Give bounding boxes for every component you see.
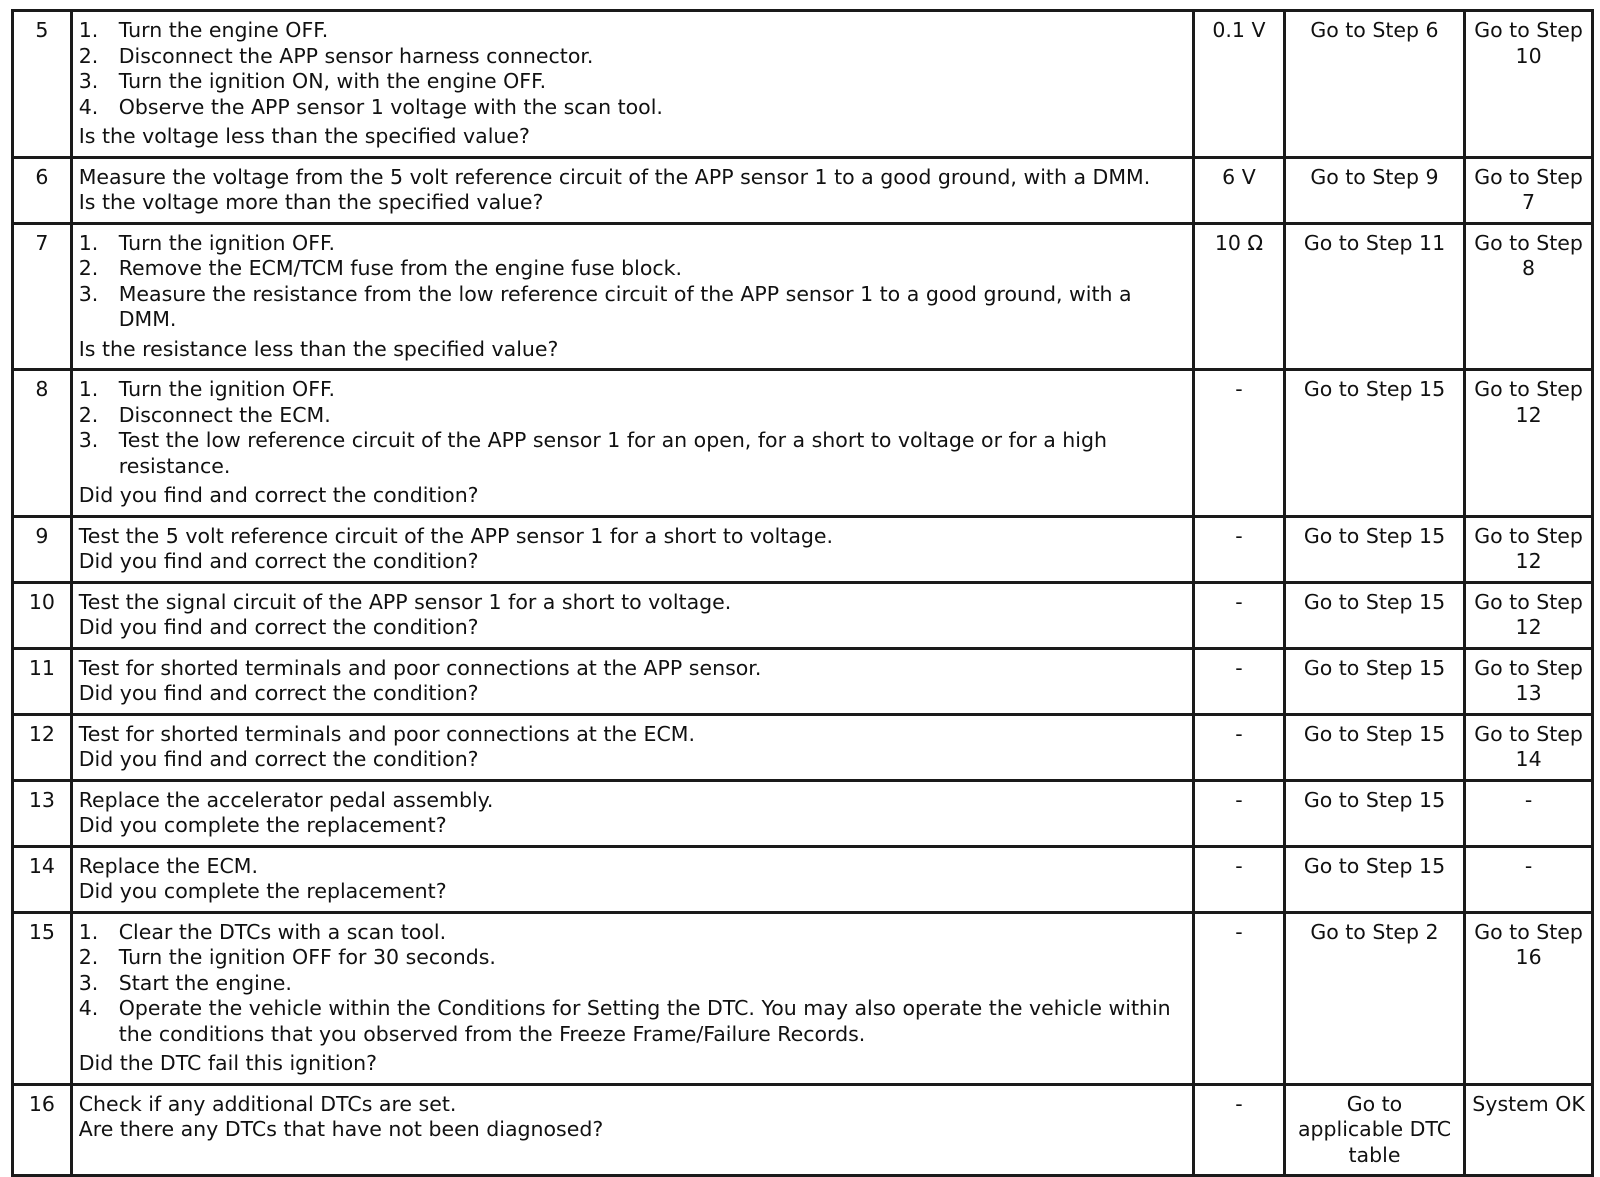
- action-item-number: 3.: [78, 428, 99, 452]
- diagnostic-table-container: [11, 9, 1594, 1177]
- action-list-item: [79, 69, 1186, 95]
- step-number: 12: [13, 714, 72, 780]
- action-list-item: [79, 256, 1186, 282]
- action-item-number: 2.: [78, 402, 99, 427]
- step-value: -: [1194, 912, 1285, 1084]
- action-item-text: Turn the engine OFF.: [118, 18, 329, 42]
- action-list-item: [79, 403, 1186, 429]
- action-item-text: Remove the ECM/TCM fuse from the engine fuse block.: [118, 256, 683, 280]
- step-question: Did you complete the replacement?: [78, 813, 447, 837]
- action-item-number: 2.: [78, 256, 99, 280]
- action-item-number: 3.: [78, 970, 99, 995]
- step-action: [71, 516, 1193, 582]
- step-value: 0.1 V: [1194, 11, 1285, 158]
- step-question: Is the voltage less than the specified value?: [78, 124, 530, 148]
- step-value: -: [1194, 648, 1285, 714]
- step-number: 16: [13, 1084, 72, 1176]
- step-action: [71, 11, 1193, 158]
- action-list-item: [79, 428, 1186, 479]
- step-action: [71, 780, 1193, 846]
- action-item-text: Operate the vehicle within the Conditions for Setting the DTC. You may also operate the vehicle within the conditions that you observed from the Freeze Frame/Failure Records.: [118, 996, 1171, 1046]
- step-action: [71, 714, 1193, 780]
- action-item-number: 1.: [78, 18, 99, 42]
- step-action: [71, 648, 1193, 714]
- step-no-result: -: [1465, 780, 1593, 846]
- action-text: Measure the voltage from the 5 volt reference circuit of the APP sensor 1 to a good ground, with a DMM.: [78, 164, 1151, 189]
- step-value: -: [1194, 780, 1285, 846]
- action-list-item: [79, 377, 1186, 403]
- step-no-result: Go to Step 8: [1465, 223, 1593, 370]
- action-item-text: Test the low reference circuit of the APP sensor 1 for an open, for a short to voltage or for a high resistance.: [118, 428, 1107, 478]
- table-body: [13, 11, 1593, 1176]
- table-row: [13, 11, 1593, 158]
- action-list-item: [79, 44, 1186, 70]
- step-yes-result: Go to Step 15: [1284, 714, 1464, 780]
- step-yes-result: Go to Step 6: [1284, 11, 1464, 158]
- step-question: Did you find and correct the condition?: [78, 747, 479, 771]
- step-question: Did you find and correct the condition?: [78, 615, 479, 639]
- step-number: 7: [13, 223, 72, 370]
- table-row: [13, 582, 1593, 648]
- step-no-result: -: [1465, 846, 1593, 912]
- action-list-item: [79, 945, 1186, 971]
- table-row: [13, 223, 1593, 370]
- action-list-item: [79, 18, 1186, 44]
- table-row: [13, 912, 1593, 1084]
- step-number: 15: [13, 912, 72, 1084]
- table-row: [13, 516, 1593, 582]
- step-question: Did the DTC fail this ignition?: [78, 1051, 377, 1075]
- step-question: Did you find and correct the condition?: [78, 681, 479, 705]
- action-item-number: 2.: [78, 43, 99, 68]
- step-yes-result: Go to Step 9: [1284, 157, 1464, 223]
- action-text: Test the signal circuit of the APP sensor 1 for a short to voltage.: [78, 589, 732, 614]
- step-yes-result: Go to applicable DTC table: [1284, 1084, 1464, 1176]
- step-value: 10 Ω: [1194, 223, 1285, 370]
- action-item-text: Observe the APP sensor 1 voltage with the scan tool.: [118, 94, 663, 119]
- step-number: 6: [13, 157, 72, 223]
- step-action: [71, 912, 1193, 1084]
- action-item-number: 3.: [78, 281, 99, 306]
- action-list-item: [79, 920, 1186, 946]
- action-text: Replace the ECM.: [78, 853, 258, 878]
- step-question: Is the resistance less than the specified value?: [78, 336, 559, 361]
- step-value: -: [1194, 516, 1285, 582]
- step-question: Are there any DTCs that have not been diagnosed?: [78, 1117, 604, 1141]
- action-item-text: Turn the ignition OFF.: [118, 377, 335, 401]
- step-yes-result: Go to Step 2: [1284, 912, 1464, 1084]
- action-list-item: [79, 971, 1186, 997]
- step-yes-result: Go to Step 11: [1284, 223, 1464, 370]
- step-number: 9: [13, 516, 72, 582]
- action-item-number: 4.: [78, 996, 99, 1020]
- step-number: 8: [13, 370, 72, 517]
- action-item-number: 2.: [78, 945, 99, 969]
- action-item-text: Turn the ignition ON, with the engine OFF.: [118, 69, 547, 93]
- step-action: [71, 223, 1193, 370]
- action-item-number: 3.: [78, 69, 99, 93]
- step-value: 6 V: [1194, 157, 1285, 223]
- step-value: -: [1194, 846, 1285, 912]
- step-no-result: Go to Step 12: [1465, 582, 1593, 648]
- step-question: Did you find and correct the condition?: [78, 549, 479, 573]
- step-no-result: Go to Step 13: [1465, 648, 1593, 714]
- action-list: [79, 18, 1186, 120]
- step-yes-result: Go to Step 15: [1284, 516, 1464, 582]
- table-row: [13, 714, 1593, 780]
- step-yes-result: Go to Step 15: [1284, 582, 1464, 648]
- step-number: 14: [13, 846, 72, 912]
- step-action: [71, 582, 1193, 648]
- action-list: [79, 920, 1186, 1048]
- action-item-text: Measure the resistance from the low reference circuit of the APP sensor 1 to a good ground, with a DMM.: [118, 281, 1132, 331]
- step-no-result: Go to Step 16: [1465, 912, 1593, 1084]
- step-value: -: [1194, 582, 1285, 648]
- action-text: Check if any additional DTCs are set.: [78, 1091, 457, 1116]
- action-item-text: Disconnect the ECM.: [118, 402, 331, 427]
- action-item-number: 1.: [78, 230, 99, 255]
- table-row: [13, 648, 1593, 714]
- action-text: Replace the accelerator pedal assembly.: [78, 787, 494, 812]
- step-number: 13: [13, 780, 72, 846]
- step-question: Is the voltage more than the specified value?: [78, 190, 544, 214]
- action-item-number: 1.: [78, 919, 99, 944]
- action-text: Test the 5 volt reference circuit of the APP sensor 1 for a short to voltage.: [78, 523, 834, 548]
- action-list-item: [79, 231, 1186, 257]
- action-item-number: 4.: [78, 94, 99, 119]
- action-list-item: [79, 282, 1186, 333]
- table-row: [13, 157, 1593, 223]
- action-item-text: Turn the ignition OFF.: [118, 230, 335, 255]
- action-list: [79, 231, 1186, 333]
- table-row: [13, 780, 1593, 846]
- table-row: [13, 846, 1593, 912]
- step-no-result: Go to Step 12: [1465, 370, 1593, 517]
- step-number: 5: [13, 11, 72, 158]
- step-action: [71, 157, 1193, 223]
- step-value: -: [1194, 1084, 1285, 1176]
- step-yes-result: Go to Step 15: [1284, 780, 1464, 846]
- action-list: [79, 377, 1186, 479]
- action-text: Test for shorted terminals and poor connections at the APP sensor.: [78, 655, 762, 680]
- step-value: -: [1194, 714, 1285, 780]
- step-no-result: Go to Step 7: [1465, 157, 1593, 223]
- step-no-result: Go to Step 14: [1465, 714, 1593, 780]
- step-no-result: Go to Step 10: [1465, 11, 1593, 158]
- step-no-result: Go to Step 12: [1465, 516, 1593, 582]
- step-value: -: [1194, 370, 1285, 517]
- step-action: [71, 846, 1193, 912]
- step-yes-result: Go to Step 15: [1284, 370, 1464, 517]
- action-item-text: Start the engine.: [118, 970, 292, 995]
- step-question: Did you complete the replacement?: [78, 879, 447, 903]
- action-list-item: [79, 95, 1186, 121]
- step-no-result: System OK: [1465, 1084, 1593, 1176]
- step-yes-result: Go to Step 15: [1284, 648, 1464, 714]
- step-number: 11: [13, 648, 72, 714]
- step-action: [71, 370, 1193, 517]
- step-yes-result: Go to Step 15: [1284, 846, 1464, 912]
- step-question: Did you find and correct the condition?: [78, 483, 479, 507]
- action-item-text: Turn the ignition OFF for 30 seconds.: [118, 945, 496, 969]
- action-text: Test for shorted terminals and poor connections at the ECM.: [78, 721, 695, 746]
- diagnostic-steps-table: [11, 9, 1594, 1177]
- table-row: [13, 370, 1593, 517]
- action-item-text: Clear the DTCs with a scan tool.: [118, 919, 447, 944]
- action-item-number: 1.: [78, 377, 99, 401]
- action-list-item: [79, 996, 1186, 1047]
- step-number: 10: [13, 582, 72, 648]
- action-item-text: Disconnect the APP sensor harness connector.: [118, 43, 594, 68]
